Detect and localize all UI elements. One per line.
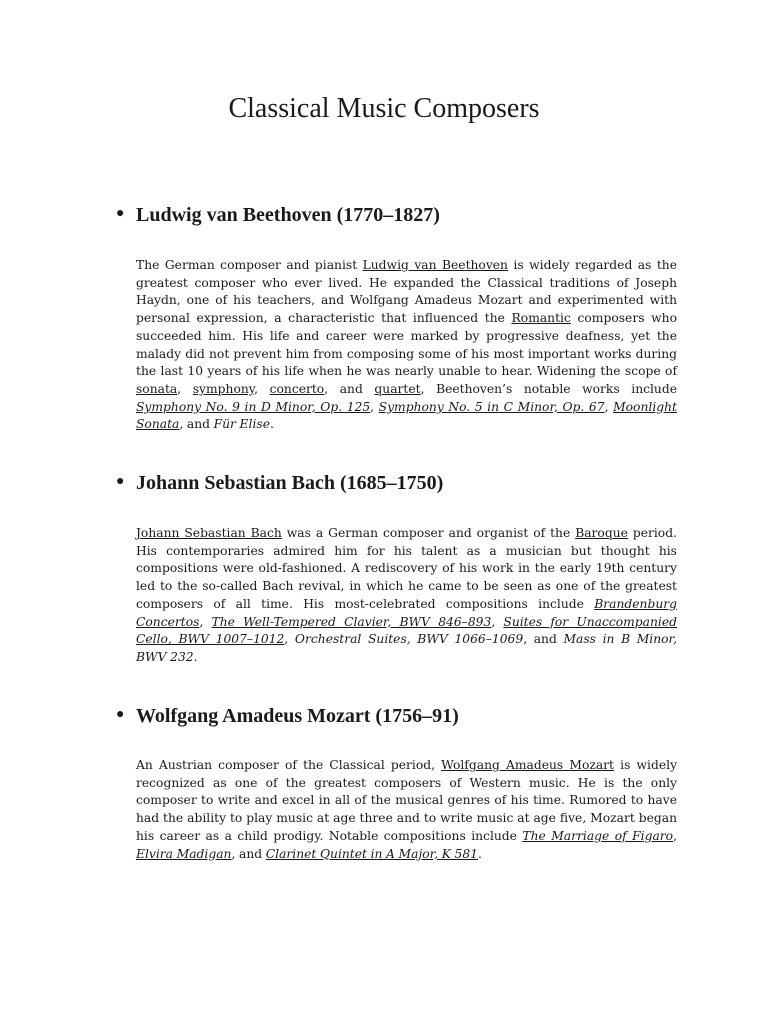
text-run: , and	[523, 632, 564, 647]
link-romantic[interactable]: Romantic	[511, 311, 571, 326]
link-moonlight-sonata[interactable]: Moonlight Sonata	[136, 399, 677, 432]
section-heading-beethoven	[116, 204, 676, 227]
text-run: , and	[179, 417, 214, 432]
text-run: period. His contemporaries admired him for his talent as a musician but thought his compositions were old-fashioned. A rediscovery of his work in the early 19th century led to the so-called Bach revival, in which he came to be seen as one of the greatest composers of all time. His most-celebrated compositions include	[136, 526, 677, 611]
text-run: .	[269, 417, 274, 432]
page-title: Classical Music Composers	[228, 93, 540, 124]
heading-text: Ludwig van Beethoven (1770–1827)	[136, 204, 440, 226]
bullet-icon: ●	[116, 474, 125, 490]
bullet-icon: ●	[116, 206, 125, 222]
paragraph-bach	[136, 525, 677, 667]
text-run: ,	[254, 381, 270, 396]
work-title-orchestral-suites: Orchestral Suites, BWV 1066–1069	[294, 632, 524, 647]
text-run: , Beethoven’s notable works include	[420, 381, 677, 396]
link-beethoven[interactable]: Ludwig van Beethoven	[362, 258, 508, 272]
work-title-mass-b-minor: Mass in B Minor, BWV 232	[136, 632, 677, 664]
heading-text: Johann Sebastian Bach (1685–1750)	[136, 472, 444, 494]
text-run: was a German composer and organist of the	[281, 526, 576, 540]
link-symphony[interactable]: symphony	[192, 381, 255, 396]
text-run: is widely regarded as the greatest composer who ever lived. He expanded the Classical traditions of Joseph Haydn, one of his teachers, and Wolfgang Amadeus Mozart and experimented with personal expression, a characteristic that influenced the	[136, 258, 677, 326]
text-run: .	[477, 846, 482, 861]
link-brandenburg-concertos[interactable]: Brandenburg Concertos	[136, 596, 677, 629]
text-run: ,	[673, 828, 677, 843]
link-quartet[interactable]: quartet	[374, 381, 421, 396]
work-title-fur-elise: Für Elise	[213, 417, 270, 432]
link-sonata[interactable]: sonata	[136, 381, 178, 396]
text-run: ,	[491, 614, 504, 629]
link-bach[interactable]: Johann Sebastian Bach	[136, 526, 282, 540]
section-heading-mozart	[116, 705, 676, 728]
text-run: ,	[199, 614, 212, 629]
text-run: , and	[231, 846, 266, 861]
paragraph-beethoven	[136, 257, 677, 434]
text-run: ,	[284, 632, 295, 647]
text-run: ,	[370, 399, 379, 414]
text-run: is widely recognized as one of the greatest composers of Western music. He is the only composer to write and excel in all of the musical genres of his time. Rumored to have had the ability to play music at age three and to write music at age five, Mozart began his career as a child prodigy. Notable compositions include	[136, 758, 678, 843]
text-run: ,	[177, 381, 193, 396]
link-symphony-no-9[interactable]: Symphony No. 9 in D Minor, Op. 125	[136, 399, 371, 414]
link-well-tempered-clavier[interactable]: The Well-Tempered Clavier, BWV 846–893	[211, 614, 492, 629]
text-run: , and	[324, 381, 375, 396]
link-baroque[interactable]: Baroque	[575, 526, 628, 540]
link-clarinet-quintet[interactable]: Clarinet Quintet in A Major, K 581	[265, 846, 478, 861]
link-symphony-no-5[interactable]: Symphony No. 5 in C Minor, Op. 67	[378, 399, 605, 414]
link-mozart[interactable]: Wolfgang Amadeus Mozart	[441, 758, 615, 772]
text-run: .	[193, 649, 198, 664]
section-heading-bach	[116, 472, 676, 495]
text-run: An Austrian composer of the Classical period,	[136, 758, 442, 772]
link-cello-suites[interactable]: Suites for Unaccompanied Cello, BWV 1007–1012	[136, 614, 677, 647]
text-run: ,	[604, 399, 614, 414]
bullet-icon: ●	[116, 707, 125, 723]
heading-text: Wolfgang Amadeus Mozart (1756–91)	[136, 705, 459, 727]
link-elvira-madigan[interactable]: Elvira Madigan	[136, 846, 232, 861]
paragraph-mozart	[136, 757, 677, 863]
text-run: composers who succeeded him. His life and career were marked by progressive deafness, yet the malady did not prevent him from composing some of his most important works during the last 10 years of his life when he was nearly unable to hear. Widening the scope of	[136, 311, 677, 379]
text-run: The German composer and pianist	[136, 258, 363, 272]
link-marriage-of-figaro[interactable]: The Marriage of Figaro	[522, 828, 674, 843]
link-concerto[interactable]: concerto	[269, 381, 325, 396]
